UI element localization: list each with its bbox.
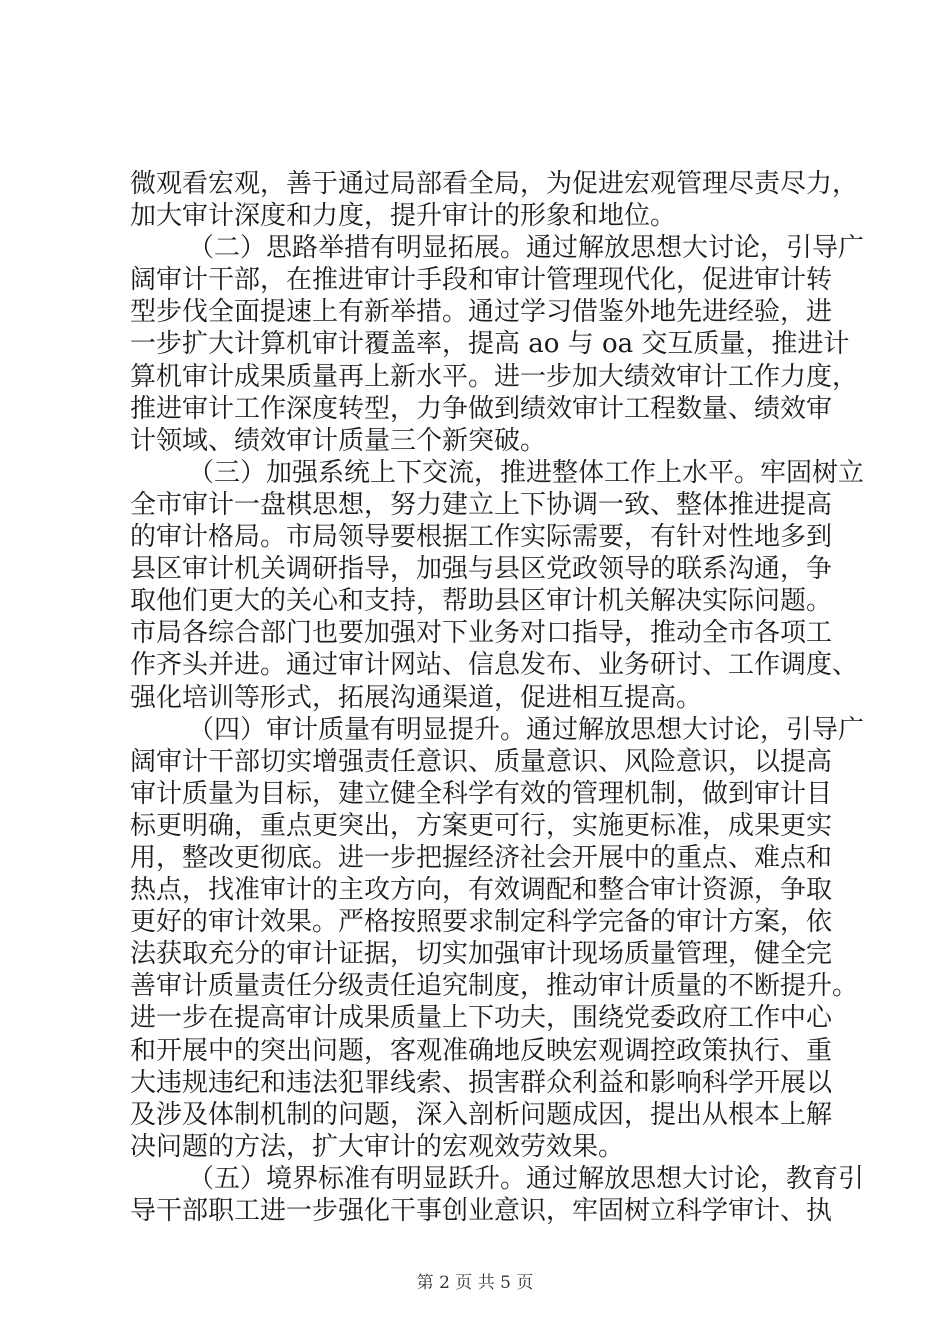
text-line: 及涉及体制机制的问题，深入剖析问题成因，提出从根本上解 [130,1099,833,1130]
text-line: 善审计质量责任分级责任追究制度，推动审计质量的不断提升。 [130,971,859,1002]
text-line: 大违规违纪和违法犯罪线索、损害群众利益和影响科学开展以 [130,1067,833,1098]
text-line: 导干部职工进一步强化干事创业意识，牢固树立科学审计、执 [130,1196,833,1226]
text-line: 标更明确，重点更突出，方案更可行，实施更标准，成果更实 [130,810,833,841]
text-line: 的审计格局。市局领导要根据工作实际需要，有针对性地多到 [130,522,833,553]
text-line: 强化培训等形式，拓展沟通渠道，促进相互提高。 [130,682,703,713]
text-line: 法获取充分的审计证据，切实加强审计现场质量管理，健全完 [130,939,833,970]
text-line: 一步扩大计算机审计覆盖率，提高 ao 与 oa 交互质量，推进计 [130,329,850,360]
text-line: 热点，找准审计的主攻方向，有效调配和整合审计资源，争取 [130,875,833,906]
text-line: 进一步在提高审计成果质量上下功夫，围绕党委政府工作中心 [130,1003,833,1034]
text-line: 阔审计干部切实增强责任意识、质量意识、风险意识，以提高 [130,746,833,777]
text-line: （五）境界标准有明显跃升。通过解放思想大讨论，教育引 [188,1163,865,1194]
text-line: 用，整改更彻底。进一步把握经济社会开展中的重点、难点和 [130,842,833,873]
text-line: 计领域、绩效审计质量三个新突破。 [130,425,547,456]
text-line: 县区审计机关调研指导，加强与县区党政领导的联系沟通，争 [130,554,833,585]
text-line: 决问题的方法，扩大审计的宏观效劳效果。 [130,1131,625,1162]
text-line: （四）审计质量有明显提升。通过解放思想大讨论，引导广 [188,714,865,745]
text-line: 审计质量为目标，建立健全科学有效的管理机制，做到审计目 [130,778,833,809]
text-line: 阔审计干部，在推进审计手段和审计管理现代化，促进审计转 [130,265,833,296]
text-line: 算机审计成果质量再上新水平。进一步加大绩效审计工作力度， [130,361,859,392]
body-text [130,168,865,1227]
text-line: 作齐头并进。通过审计网站、信息发布、业务研讨、工作调度、 [130,650,859,681]
page-footer: 第 2 页 共 5 页 [416,1273,534,1293]
text-line: 和开展中的突出问题，客观准确地反映宏观调控政策执行、重 [130,1035,833,1066]
text-line: 市局各综合部门也要加强对下业务对口指导，推动全市各项工 [130,618,833,649]
text-line: 加大审计深度和力度，提升审计的形象和地位。 [130,201,677,232]
text-line: 微观看宏观，善于通过局部看全局，为促进宏观管理尽责尽力， [130,169,859,199]
text-line: 全市审计一盘棋思想，努力建立上下协调一致、整体推进提高 [130,489,833,520]
text-line: 型步伐全面提速上有新举措。通过学习借鉴外地先进经验，进 [130,297,833,328]
text-line: 取他们更大的关心和支持，帮助县区审计机关解决实际问题。 [130,586,833,617]
text-line: （三）加强系统上下交流，推进整体工作上水平。牢固树立 [188,457,865,488]
text-line: 更好的审计效果。严格按照要求制定科学完备的审计方案，依 [130,907,833,938]
text-line: （二）思路举措有明显拓展。通过解放思想大讨论，引导广 [188,233,865,264]
text-line: 推进审计工作深度转型，力争做到绩效审计工程数量、绩效审 [130,393,833,424]
